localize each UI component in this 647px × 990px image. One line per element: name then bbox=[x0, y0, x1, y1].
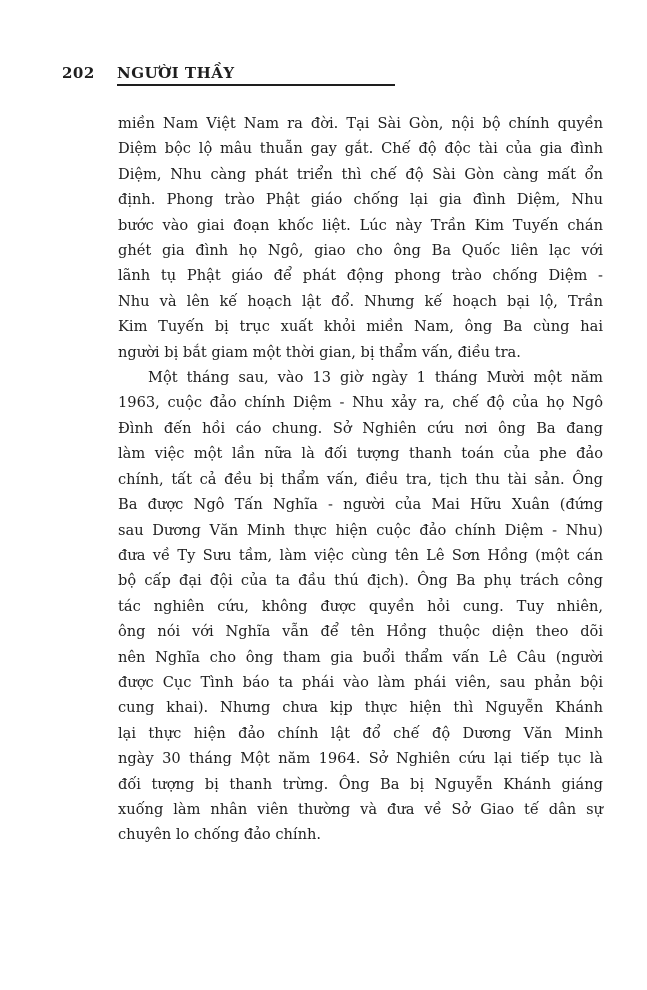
text-line: tác nghiên cứu, không được quyền hỏi cung. Tuy nhiên, bbox=[118, 597, 603, 615]
text-line: Diệm, Nhu càng phát triển thì chế độ Sài Gòn càng mất ổn bbox=[118, 165, 603, 183]
text-line: ghét gia đình họ Ngô, giao cho ông Ba Quốc liên lạc với bbox=[118, 242, 603, 260]
text-line: lại thực hiện đảo chính lật đổ chế độ Dương Văn Minh bbox=[118, 724, 603, 742]
text-line: sau Dương Văn Minh thực hiện cuộc đảo chính Diệm - Nhu) bbox=[118, 521, 603, 539]
text-line: làm việc một lần nữa là đối tượng thanh toán của phe đảo bbox=[118, 445, 603, 463]
text-line: Đình đến hồi cáo chung. Sở Nghiên cứu nơi ông Ba đang bbox=[118, 419, 603, 437]
text-line: đối tượng bị thanh trừng. Ông Ba bị Nguyễn Khánh giáng bbox=[118, 775, 603, 793]
text-line: Diệm bộc lộ mâu thuẫn gay gắt. Chế độ độc tài của gia đình bbox=[118, 140, 603, 158]
page-header bbox=[62, 64, 352, 88]
header-rule bbox=[117, 84, 395, 86]
text-line: định. Phong trào Phật giáo chống lại gia đình Diệm, Nhu bbox=[118, 191, 603, 209]
text-line: ngày 30 tháng Một năm 1964. Sở Nghiên cứu lại tiếp tục là bbox=[118, 750, 603, 768]
text-line: 1963, cuộc đảo chính Diệm - Nhu xảy ra, chế độ của họ Ngô bbox=[118, 394, 603, 412]
text-line: Ba được Ngô Tấn Nghĩa - người của Mai Hữu Xuân (đứng bbox=[118, 496, 603, 514]
text-line: Nhu và lên kế hoạch lật đổ. Nhưng kế hoạch bại lộ, Trần bbox=[118, 292, 603, 310]
text-line: Kim Tuyến bị trục xuất khỏi miền Nam, ông Ba cùng hai bbox=[118, 318, 603, 336]
text-line: người bị bắt giam một thời gian, bị thẩm vấn, điều tra. bbox=[118, 343, 521, 361]
text-line: miền Nam Việt Nam ra đời. Tại Sài Gòn, nội bộ chính quyền bbox=[118, 115, 603, 132]
text-line: lãnh tụ Phật giáo để phát động phong trào chống Diệm - bbox=[118, 267, 603, 285]
text-line: chuyên lo chống đảo chính. bbox=[118, 826, 322, 844]
text-line: chính, tất cả đều bị thẩm vấn, điều tra, tịch thu tài sản. Ông bbox=[118, 470, 603, 488]
text-line: xuống làm nhân viên thường và đưa về Sở Giao tế dân sự bbox=[118, 800, 603, 818]
text-line-indent: Một tháng sau, vào 13 giờ ngày 1 tháng Mười một năm bbox=[148, 369, 603, 387]
text-line: bước vào giai đoạn khốc liệt. Lúc này Trần Kim Tuyến chán bbox=[118, 216, 603, 234]
text-line: đưa về Ty Sưu tầm, làm việc cùng tên Lê Sơn Hồng (một cán bbox=[118, 546, 603, 564]
text-line: bộ cấp đại đội của ta đầu thú địch). Ông Ba phụ trách công bbox=[118, 572, 603, 590]
body-text bbox=[118, 111, 603, 848]
running-title: NGƯỜI THẦY bbox=[117, 64, 235, 82]
text-line: ông nói với Nghĩa vẫn để tên Hồng thuộc diện theo dõi bbox=[118, 623, 603, 641]
text-line: được Cục Tình báo ta phái vào làm phái viên, sau phản bội bbox=[118, 673, 603, 691]
text-line: cung khai). Nhưng chưa kịp thực hiện thì Nguyễn Khánh bbox=[118, 699, 603, 717]
text-line: nên Nghĩa cho ông tham gia buổi thẩm vấn Lê Câu (người bbox=[118, 648, 603, 666]
page-number: 202 bbox=[62, 64, 95, 82]
